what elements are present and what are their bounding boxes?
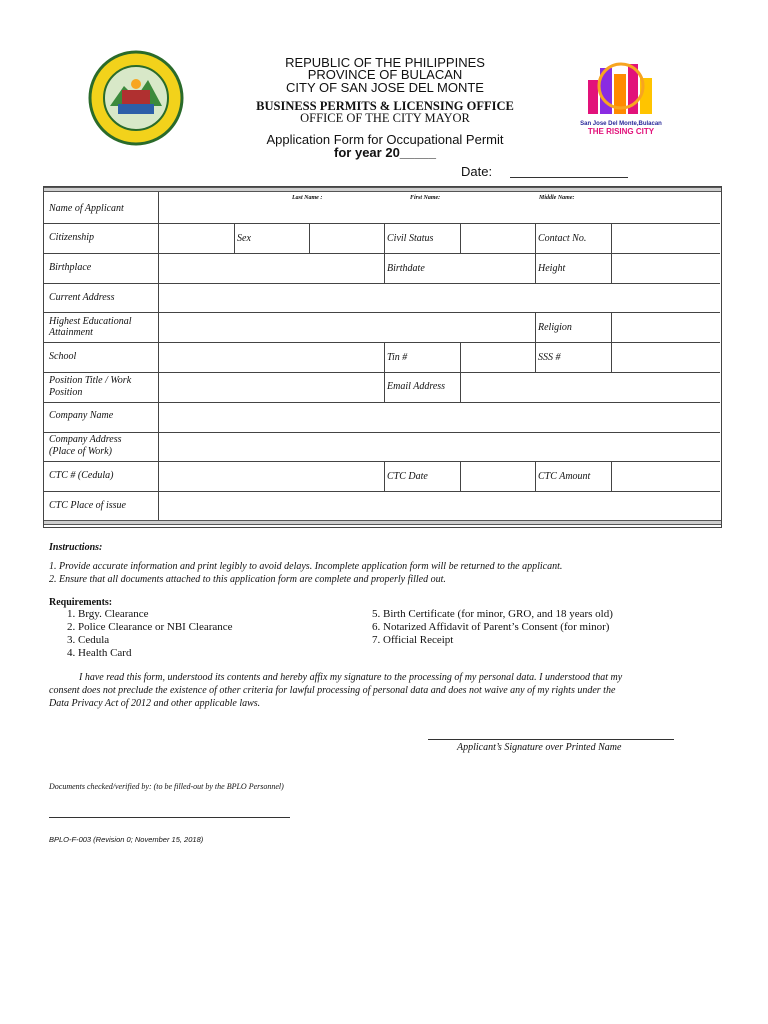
table-bottom-bar bbox=[44, 520, 721, 525]
label-company-name: Company Name bbox=[49, 410, 114, 421]
email-field[interactable] bbox=[461, 373, 720, 402]
label-email-address: Email Address bbox=[387, 381, 446, 392]
last-name-hint: Last Name : bbox=[292, 195, 323, 201]
year-label: for year 20_____ bbox=[334, 145, 436, 160]
address-field[interactable] bbox=[159, 284, 720, 312]
ctc-amount-field[interactable] bbox=[612, 462, 720, 491]
header-province: PROVINCE OF BULACAN bbox=[307, 67, 463, 82]
label-ctc-place: CTC Place of issue bbox=[49, 500, 126, 511]
signature-label: Applicant’s Signature over Printed Name bbox=[457, 742, 622, 753]
header-office: BUSINESS PERMITS & LICENSING OFFICE bbox=[256, 99, 514, 113]
requirement-5: 5. Birth Certificate (for minor, GRO, and 18 years old) bbox=[372, 608, 613, 620]
requirement-3: 3. Cedula bbox=[67, 634, 110, 646]
label-company-address-2: (Place of Work) bbox=[49, 446, 112, 457]
city-seal bbox=[88, 50, 184, 146]
name-field[interactable] bbox=[159, 193, 720, 223]
label-ctc-date: CTC Date bbox=[387, 471, 428, 482]
label-position-1: Position Title / Work bbox=[49, 375, 132, 386]
company-address-field[interactable] bbox=[159, 433, 720, 461]
religion-field[interactable] bbox=[612, 313, 720, 342]
label-religion: Religion bbox=[538, 322, 572, 333]
label-sex: Sex bbox=[237, 233, 251, 244]
education-field[interactable] bbox=[159, 313, 535, 342]
verified-label: Documents checked/verified by: (to be filled-out by the BPLO Personnel) bbox=[49, 782, 284, 791]
civil-status-field[interactable] bbox=[461, 224, 535, 253]
label-birthplace: Birthplace bbox=[49, 262, 92, 273]
requirement-4: 4. Health Card bbox=[67, 647, 132, 659]
logo-caption-1: San Jose Del Monte,Bulacan bbox=[580, 121, 662, 127]
middle-name-hint: Middle Name: bbox=[539, 195, 575, 201]
label-education-1: Highest Educational bbox=[49, 316, 132, 327]
label-ctc-amount: CTC Amount bbox=[538, 471, 591, 482]
application-form-table bbox=[43, 186, 722, 528]
consent-line-2: consent does not preclude the existence of other criteria for lawful processing of personal data and does not waive any of my rights under the bbox=[49, 685, 616, 696]
label-contact-no: Contact No. bbox=[538, 233, 587, 244]
citizenship-field[interactable] bbox=[159, 224, 234, 253]
ctc-date-field[interactable] bbox=[461, 462, 535, 491]
consent-line-3: Data Privacy Act of 2012 and other applicable laws. bbox=[49, 698, 261, 709]
table-top-bar bbox=[44, 187, 721, 192]
label-citizenship: Citizenship bbox=[49, 232, 95, 243]
date-line[interactable] bbox=[510, 177, 628, 178]
school-field[interactable] bbox=[159, 343, 384, 372]
requirement-2: 2. Police Clearance or NBI Clearance bbox=[67, 621, 233, 633]
requirement-7: 7. Official Receipt bbox=[372, 634, 454, 646]
sex-field[interactable] bbox=[310, 224, 384, 253]
consent-line-1: I have read this form, understood its contents and hereby affix my signature to the processing of my personal data. I understood that my bbox=[79, 672, 623, 683]
signature-line[interactable] bbox=[428, 739, 674, 740]
contact-field[interactable] bbox=[612, 224, 720, 253]
requirement-6: 6. Notarized Affidavit of Parent’s Consent (for minor) bbox=[372, 621, 610, 633]
instruction-item-1: 1. Provide accurate information and print legibly to avoid delays. Incomplete application form will be returned to the applicant. bbox=[49, 561, 563, 572]
ctc-place-field[interactable] bbox=[159, 492, 720, 520]
header-city: CITY OF SAN JOSE DEL MONTE bbox=[286, 80, 484, 95]
sss-field[interactable] bbox=[612, 343, 720, 372]
requirements-title: Requirements: bbox=[49, 597, 113, 608]
logo-caption-2: THE RISING CITY bbox=[587, 127, 655, 136]
header-republic: REPUBLIC OF THE PHILIPPINES bbox=[285, 55, 485, 70]
label-name-of-applicant: Name of Applicant bbox=[49, 203, 124, 214]
company-name-field[interactable] bbox=[159, 403, 720, 432]
label-sss: SSS # bbox=[538, 352, 561, 363]
verified-signature-line[interactable] bbox=[49, 817, 290, 818]
label-school: School bbox=[49, 351, 77, 362]
requirement-1: 1. Brgy. Clearance bbox=[67, 608, 149, 620]
birthdate-field[interactable] bbox=[461, 254, 535, 283]
position-field[interactable] bbox=[159, 373, 384, 402]
label-ctc: CTC # (Cedula) bbox=[49, 470, 114, 481]
label-birthdate: Birthdate bbox=[387, 263, 425, 274]
height-field[interactable] bbox=[612, 254, 720, 283]
label-civil-status: Civil Status bbox=[387, 233, 434, 244]
date-label: Date: bbox=[461, 164, 493, 179]
birthplace-field[interactable] bbox=[159, 254, 384, 283]
ctc-field[interactable] bbox=[159, 462, 384, 491]
instruction-item-2: 2. Ensure that all documents attached to this application form are complete and properly filled out. bbox=[49, 574, 446, 585]
instructions-title: Instructions: bbox=[49, 542, 103, 553]
label-position-2: Position bbox=[49, 387, 83, 398]
first-name-hint: First Name: bbox=[410, 195, 441, 201]
label-education-2: Attainment bbox=[49, 327, 93, 338]
rising-city-logo bbox=[578, 60, 664, 136]
tin-field[interactable] bbox=[461, 343, 535, 372]
label-company-address-1: Company Address bbox=[49, 434, 122, 445]
label-current-address: Current Address bbox=[49, 292, 115, 303]
label-height: Height bbox=[538, 263, 566, 274]
form-code: BPLO-F-003 (Revision 0; November 15, 2018) bbox=[49, 835, 204, 844]
header-mayor-office: OFFICE OF THE CITY MAYOR bbox=[300, 111, 470, 125]
label-tin: Tin # bbox=[387, 352, 408, 363]
form-title: Application Form for Occupational Permit bbox=[266, 132, 504, 147]
